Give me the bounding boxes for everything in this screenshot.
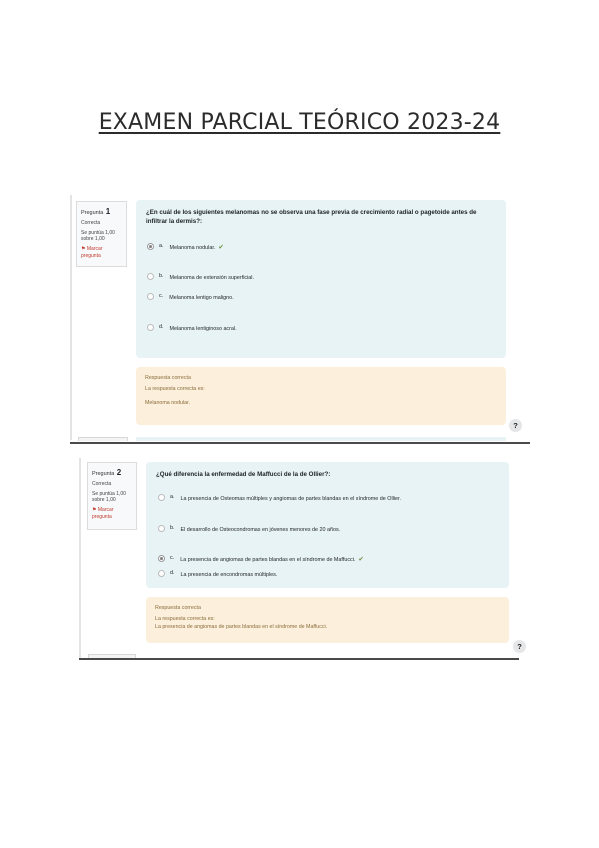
feedback-heading: Respuesta correcta [145, 375, 191, 381]
feedback-answer: Melanoma nodular. [145, 400, 191, 407]
question-info-1 [76, 201, 127, 267]
left-gutter [70, 195, 72, 440]
option-letter: a. [170, 494, 175, 500]
flag-question-link[interactable] [81, 246, 122, 260]
flag-label: Marcar pregunta [81, 246, 103, 259]
page-title: EXAMEN PARCIAL TEÓRICO 2023-24 [98, 110, 501, 135]
option-text: El desarrollo de Osteocondromas en jóvenes menores de 20 años. [180, 527, 341, 533]
radio-button[interactable] [147, 324, 154, 331]
option-2a[interactable] [158, 493, 401, 502]
option-letter: c. [159, 293, 164, 299]
question-number: 1 [105, 207, 111, 216]
flag-label: Marcar pregunta [92, 507, 114, 520]
next-question-stub [78, 437, 128, 441]
flag-question-link[interactable] [92, 507, 132, 521]
radio-button[interactable] [147, 273, 154, 280]
question-label: Pregunta [81, 210, 104, 216]
page-divider [79, 658, 519, 660]
option-1b[interactable] [147, 272, 254, 281]
option-letter: a. [159, 243, 164, 249]
radio-button[interactable] [147, 243, 154, 250]
option-1c[interactable] [147, 292, 234, 301]
option-1a[interactable] [147, 242, 224, 251]
question-number: 2 [116, 468, 122, 477]
option-text: Melanoma nodular. [169, 245, 216, 251]
option-text: Melanoma lentigo maligno. [169, 295, 234, 301]
option-letter: d. [159, 324, 164, 330]
question-status: Correcta [92, 480, 112, 487]
option-text: La presencia de Osteomas múltiples y angiomas de partes blandas en el síndrome de Ollier. [180, 496, 402, 502]
radio-button[interactable] [158, 525, 165, 532]
question-status: Correcta [81, 219, 101, 226]
option-letter: c. [170, 555, 175, 561]
option-2c[interactable] [158, 554, 364, 563]
option-text: Melanoma de extensión superficial. [169, 275, 254, 281]
feedback-intro: La respuesta correcta es: [155, 616, 215, 623]
radio-button[interactable] [158, 494, 165, 501]
option-1d[interactable] [147, 323, 237, 332]
option-text: La presencia de encondromas múltiples. [180, 572, 278, 578]
check-icon: ✔ [358, 556, 364, 563]
check-icon: ✔ [218, 244, 224, 251]
feedback-box-1 [136, 367, 506, 425]
question-score: Se puntúa 1,00 sobre 1,00 [92, 490, 126, 504]
next-question-stub [136, 437, 506, 441]
flag-icon: ⚑ [92, 507, 97, 514]
help-icon[interactable]: ? [513, 640, 526, 653]
help-icon[interactable]: ? [509, 419, 522, 432]
left-gutter [79, 458, 81, 658]
question-score: Se puntúa 1,00 sobre 1,00 [81, 229, 115, 243]
question-text: ¿Qué diferencia la enfermedad de Maffucci de la de Ollier?: [156, 471, 331, 478]
option-letter: b. [170, 525, 175, 531]
option-2d[interactable] [158, 569, 277, 578]
option-text: Melanoma lentiginoso acral. [169, 326, 237, 332]
radio-button[interactable] [158, 570, 165, 577]
feedback-intro: La respuesta correcta es: [145, 386, 205, 393]
radio-button[interactable] [158, 555, 165, 562]
option-letter: d. [170, 570, 175, 576]
option-2b[interactable] [158, 524, 340, 533]
option-letter: b. [159, 273, 164, 279]
option-text: La presencia de angiomas de partes blandas en el síndrome de Maffucci. [180, 557, 356, 563]
feedback-heading: Respuesta correcta [155, 605, 201, 611]
radio-button[interactable] [147, 293, 154, 300]
question-label: Pregunta [92, 471, 115, 477]
feedback-box-2 [146, 597, 509, 643]
question-info-2 [87, 462, 137, 530]
question-text: ¿En cuál de los siguientes melanomas no se observa una fase previa de crecimiento radial o pagetoide antes de infiltrar la dermis?: [146, 209, 477, 226]
feedback-answer: La presencia de angiomas de partes blandas en el síndrome de Maffucci. [155, 624, 328, 631]
page-divider [70, 442, 530, 444]
flag-icon: ⚑ [81, 246, 86, 253]
